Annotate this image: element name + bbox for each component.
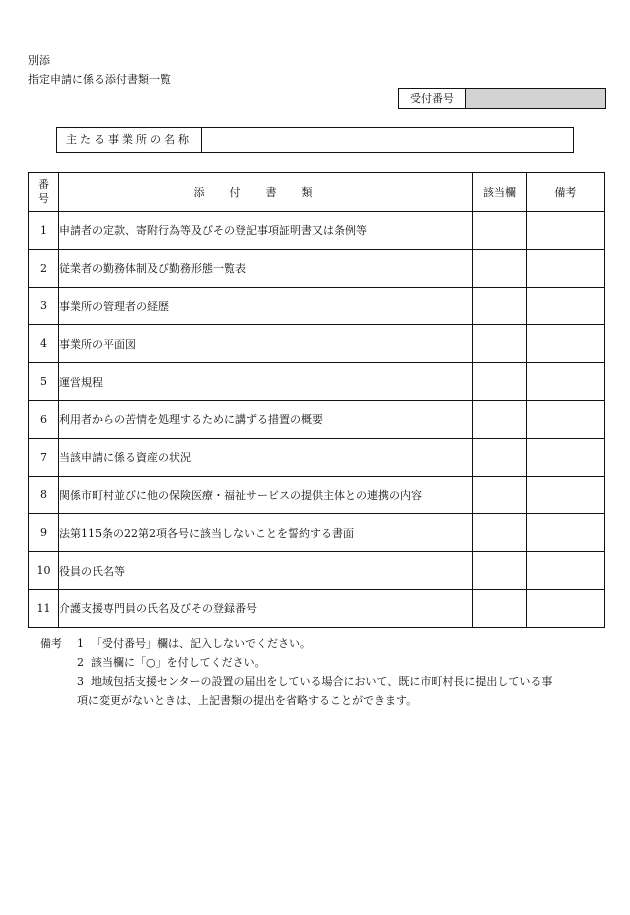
header-applicable: 該当欄 — [473, 173, 527, 212]
row-applicable-cell[interactable] — [473, 589, 527, 627]
row-applicable-cell[interactable] — [473, 363, 527, 401]
row-number: 9 — [29, 514, 59, 552]
row-number: 10 — [29, 552, 59, 590]
note-continuation: 項に変更がないときは、上記書類の提出を省略することができます。 — [77, 694, 418, 707]
table-row — [29, 287, 605, 325]
row-remarks-cell[interactable] — [527, 400, 605, 438]
row-applicable-cell[interactable] — [473, 438, 527, 476]
header-document: 添付書類 — [59, 173, 473, 212]
row-applicable-cell[interactable] — [473, 400, 527, 438]
note-number: 2 — [77, 656, 84, 669]
row-document: 法第115条の22第2項各号に該当しないことを誓約する書面 — [59, 514, 473, 552]
notes-heading: 備考 — [40, 637, 62, 650]
row-number: 6 — [29, 400, 59, 438]
note-item — [40, 634, 610, 653]
document-title: 指定申請に係る添付書類一覧 — [28, 73, 171, 86]
row-number: 1 — [29, 212, 59, 250]
table-row — [29, 212, 605, 250]
row-applicable-cell[interactable] — [473, 212, 527, 250]
attachment-label: 別添 — [28, 54, 50, 67]
row-document: 役員の氏名等 — [59, 552, 473, 590]
row-document: 事業所の平面図 — [59, 325, 473, 363]
row-applicable-cell[interactable] — [473, 476, 527, 514]
row-applicable-cell[interactable] — [473, 552, 527, 590]
row-number: 5 — [29, 363, 59, 401]
row-applicable-cell[interactable] — [473, 325, 527, 363]
note-number: 1 — [77, 637, 84, 650]
row-number: 11 — [29, 589, 59, 627]
row-applicable-cell[interactable] — [473, 514, 527, 552]
table-row — [29, 249, 605, 287]
row-document: 運営規程 — [59, 363, 473, 401]
row-remarks-cell[interactable] — [527, 476, 605, 514]
header-number — [29, 173, 59, 212]
note-text: 該当欄に「○」を付してください。 — [91, 656, 266, 669]
header-number-top: 番 — [38, 178, 49, 191]
row-remarks-cell[interactable] — [527, 552, 605, 590]
row-remarks-cell[interactable] — [527, 212, 605, 250]
table-row — [29, 476, 605, 514]
row-applicable-cell[interactable] — [473, 249, 527, 287]
row-document: 申請者の定款、寄附行為等及びその登記事項証明書又は条例等 — [59, 212, 473, 250]
note-text: 地域包括支援センターの設置の届出をしている場合において、既に市町村長に提出している事 — [91, 675, 553, 688]
note-item — [40, 653, 610, 672]
main-office-name-label: 主たる事業所の名称 — [57, 128, 202, 152]
row-document: 利用者からの苦情を処理するために講ずる措置の概要 — [59, 400, 473, 438]
header-number-bottom: 号 — [38, 192, 49, 205]
note-number: 3 — [77, 675, 84, 688]
main-office-name-field[interactable] — [202, 128, 573, 152]
row-document: 関係市町村並びに他の保険医療・福祉サービスの提供主体との連携の内容 — [59, 476, 473, 514]
remarks-notes — [40, 634, 610, 710]
row-number: 8 — [29, 476, 59, 514]
receipt-number-field[interactable] — [466, 89, 605, 108]
table-row — [29, 552, 605, 590]
table-row — [29, 400, 605, 438]
note-text: 「受付番号」欄は、記入しないでください。 — [91, 637, 311, 650]
row-document: 当該申請に係る資産の状況 — [59, 438, 473, 476]
attachment-documents-table — [28, 172, 605, 628]
row-number: 3 — [29, 287, 59, 325]
row-number: 4 — [29, 325, 59, 363]
row-remarks-cell[interactable] — [527, 287, 605, 325]
receipt-number-box — [398, 88, 606, 109]
row-remarks-cell[interactable] — [527, 438, 605, 476]
table-row — [29, 325, 605, 363]
table-row — [29, 438, 605, 476]
row-document: 従業者の勤務体制及び勤務形態一覧表 — [59, 249, 473, 287]
row-number: 2 — [29, 249, 59, 287]
table-row — [29, 589, 605, 627]
row-remarks-cell[interactable] — [527, 363, 605, 401]
note-item — [40, 672, 610, 691]
receipt-number-label: 受付番号 — [399, 89, 466, 108]
table-row — [29, 514, 605, 552]
header-remarks: 備考 — [527, 173, 605, 212]
row-remarks-cell[interactable] — [527, 249, 605, 287]
main-office-name-box — [56, 127, 574, 153]
row-document: 介護支援専門員の氏名及びその登録番号 — [59, 589, 473, 627]
row-remarks-cell[interactable] — [527, 514, 605, 552]
row-number: 7 — [29, 438, 59, 476]
row-remarks-cell[interactable] — [527, 589, 605, 627]
table-header-row — [29, 173, 605, 212]
row-remarks-cell[interactable] — [527, 325, 605, 363]
row-applicable-cell[interactable] — [473, 287, 527, 325]
row-document: 事業所の管理者の経歴 — [59, 287, 473, 325]
table-row — [29, 363, 605, 401]
